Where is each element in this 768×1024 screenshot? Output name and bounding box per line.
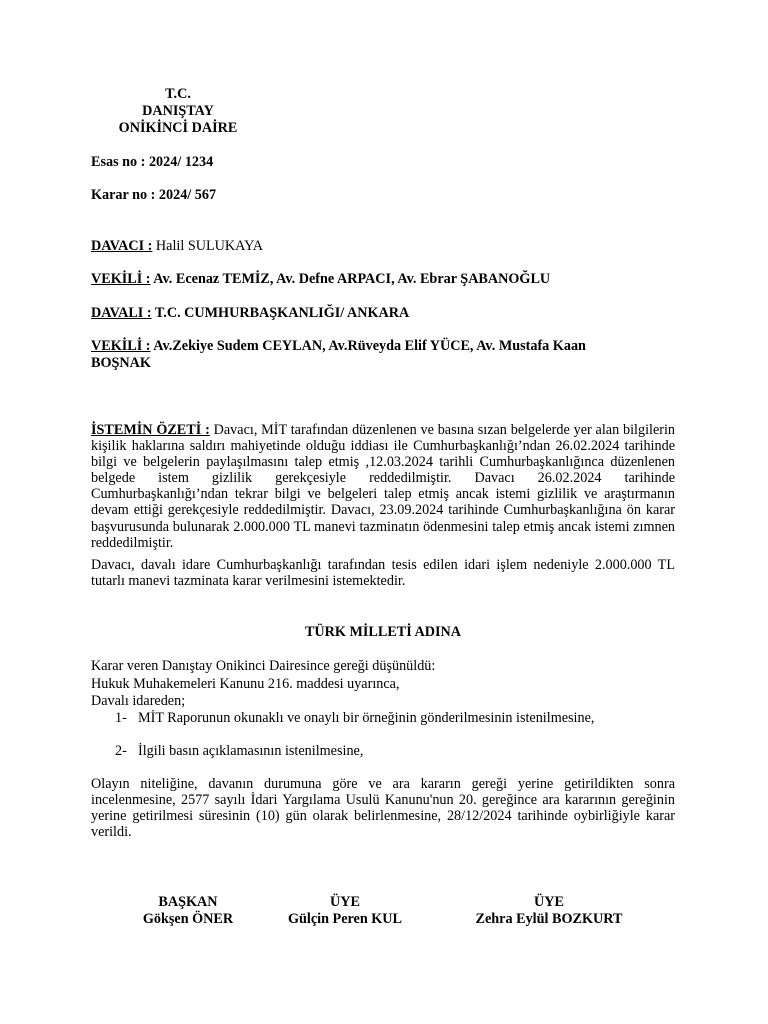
davali-vekili-value-1: Av.Zekiye Sudem CEYLAN, Av.Rüveyda Elif YÜCE, Av. Mustafa Kaan xyxy=(153,338,586,354)
list-item-number: 2- xyxy=(115,743,127,759)
istem-label: İSTEMİN ÖZETİ : xyxy=(91,422,210,438)
esas-label: Esas no : xyxy=(91,154,146,170)
davaci-label: DAVACI : xyxy=(91,238,153,254)
list-item xyxy=(115,710,594,726)
decision-line-3: Davalı idareden; xyxy=(91,693,186,709)
istem-text-1: Davacı, MİT tarafından düzenlenen ve basına sızan belgelerde yer alan bilgilerin kişilik haklarına saldırı mahiyetinde olduğu iddiası ile Cumhurbaşkanlığı’ndan 26.02.2024 tarihinde bilgi ve belgelerin paylaşılmasını talep etmiş ,12.03.2024 tarihli Cumhurbaşkanlığınca düzenlenen belgede istem gizlilik gerekçesiyle reddedilmiştir. Davacı 26.02.2024 tarihinde Cumhurbaşkanlığı’ndan tekrar bilgi ve belgeleri talep etmiş ancak istemi gizlilik ve araştırmanın devam ettiği gerekçesiyle reddedilmiştir. Davacı, 23.09.2024 tarihinde Cumhurbaşkanlığına ön karar başvurusunda bulunarak 2.000.000 TL manevi tazminatın ödenmesini talep etmiş ancak istemi zımnen reddedilmiştir. xyxy=(91,422,676,551)
signature-role-baskan: BAŞKAN xyxy=(158,894,218,910)
istem-paragraph-1 xyxy=(91,422,675,551)
davali-vekili-label: VEKİLİ : xyxy=(91,338,151,354)
decision-line-2: Hukuk Muhakemeleri Kanunu 216. maddesi uyarınca, xyxy=(91,676,400,692)
list-item-text: MİT Raporunun okunaklı ve onaylı bir örneğinin gönderilmesinin istenilmesine, xyxy=(138,710,595,726)
list-item xyxy=(115,743,363,759)
davali-line xyxy=(91,305,409,321)
decision-line-1: Karar veren Danıştay Onikinci Dairesince gereği düşünüldü: xyxy=(91,658,436,674)
davaci-vekili-line xyxy=(91,271,550,287)
davali-label: DAVALI : xyxy=(91,305,152,321)
decision-closing: Olayın niteliğine, davanın durumuna göre ve ara kararın gereği yerine getirildikten sonra incelenmesine, 2577 sayılı İdari Yargılama Usulü Kanunu'nun 20. gereğince ara kararının gereğinin yerine getirilmesi süresinin (10) gün olarak belirlenmesine, 28/12/2024 tarihinde oybirliğiyle karar verildi. xyxy=(91,776,675,841)
header-tc: T.C. xyxy=(165,86,191,102)
davaci-value: Halil SULUKAYA xyxy=(155,238,263,254)
header-danistay: DANIŞTAY xyxy=(142,103,214,119)
davaci-vekili-label: VEKİLİ : xyxy=(91,271,151,287)
karar-label: Karar no : xyxy=(91,187,156,203)
davali-vekili-line xyxy=(91,338,586,354)
davaci-vekili-value: Av. Ecenaz TEMİZ, Av. Defne ARPACI, Av. Ebrar ŞABANOĞLU xyxy=(153,271,551,287)
list-item-text: İlgili basın açıklamasının istenilmesine, xyxy=(138,743,364,759)
signature-name-uye-2: Zehra Eylül BOZKURT xyxy=(475,911,623,927)
signature-name-baskan: Gökşen ÖNER xyxy=(142,911,234,927)
esas-no xyxy=(91,154,213,170)
signature-role-uye-1: ÜYE xyxy=(330,894,360,910)
karar-value: 2024/ 567 xyxy=(158,187,217,203)
karar-no xyxy=(91,187,216,203)
davali-vekili-value-2: BOŞNAK xyxy=(91,355,151,371)
signature-role-uye-2: ÜYE xyxy=(534,894,564,910)
davali-value: T.C. CUMHURBAŞKANLIĞI/ ANKARA xyxy=(154,305,410,321)
document-title: TÜRK MİLLETİ ADINA xyxy=(304,624,462,640)
istem-paragraph-2: Davacı, davalı idare Cumhurbaşkanlığı tarafından tesis edilen idari işlem nedeniyle 2.000.000 TL tutarlı manevi tazminata karar verilmesini istemektedir. xyxy=(91,557,675,590)
list-item-number: 1- xyxy=(115,710,127,726)
header-daire: ONİKİNCİ DAİRE xyxy=(118,120,238,136)
signature-name-uye-1: Gülçin Peren KUL xyxy=(287,911,403,927)
esas-value: 2024/ 1234 xyxy=(148,154,214,170)
davaci-line xyxy=(91,238,263,254)
